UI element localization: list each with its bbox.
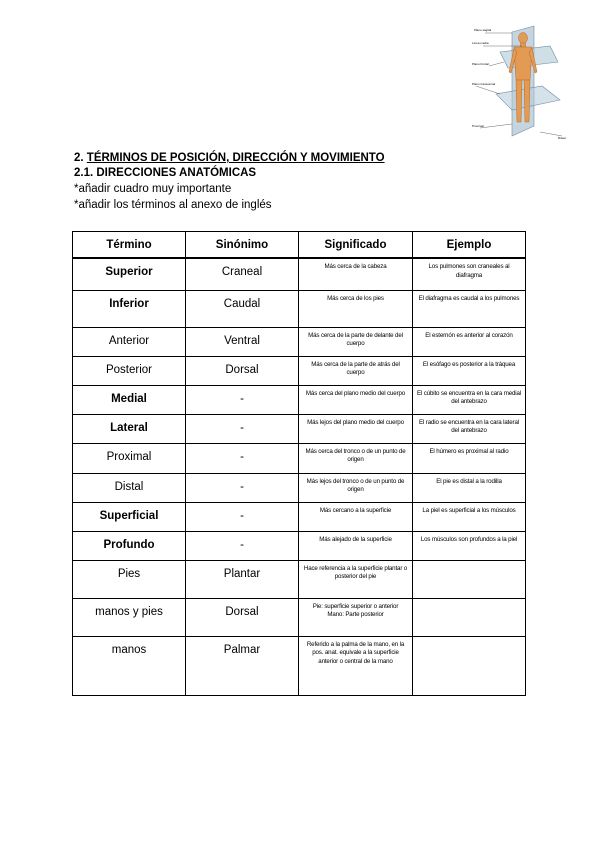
cell-example: El pie es distal a la rodilla bbox=[413, 473, 526, 502]
cell-example: El cúbito se encuentra en la cara medial del antebrazo bbox=[413, 385, 526, 414]
cell-meaning: Más cerca de la parte de delante del cuerpo bbox=[299, 327, 413, 356]
cell-example bbox=[413, 560, 526, 598]
table-row bbox=[73, 414, 526, 443]
column-header-term: Término bbox=[73, 232, 186, 259]
cell-term: Profundo bbox=[73, 531, 186, 560]
cell-meaning: Pie: superficie superior o anterior Mano: Parte posterior bbox=[299, 598, 413, 636]
table-row bbox=[73, 598, 526, 636]
cell-term: Medial bbox=[73, 385, 186, 414]
cell-term: Anterior bbox=[73, 327, 186, 356]
cell-synonym: - bbox=[186, 473, 299, 502]
table-row bbox=[73, 473, 526, 502]
cell-term: Proximal bbox=[73, 443, 186, 473]
table-row bbox=[73, 258, 526, 290]
cell-meaning: Más cerca de la cabeza bbox=[299, 258, 413, 290]
section-title bbox=[74, 151, 534, 166]
cell-term: Superficial bbox=[73, 502, 186, 531]
section-number: 2. bbox=[74, 152, 84, 164]
cell-example: El diafragma es caudal a los pulmones bbox=[413, 290, 526, 327]
note-line: *añadir cuadro muy importante bbox=[74, 183, 232, 195]
figure-label-distal: Distal bbox=[558, 136, 566, 140]
cell-example bbox=[413, 598, 526, 636]
cell-meaning: Más cerca del plano medio del cuerpo bbox=[299, 385, 413, 414]
cell-synonym: - bbox=[186, 385, 299, 414]
cell-meaning: Más alejado de la superficie bbox=[299, 531, 413, 560]
anatomical-directions-table bbox=[72, 231, 526, 696]
cell-synonym: Dorsal bbox=[186, 356, 299, 385]
cell-synonym: - bbox=[186, 531, 299, 560]
cell-example: Los músculos son profundos a la piel bbox=[413, 531, 526, 560]
cell-synonym: Ventral bbox=[186, 327, 299, 356]
section-heading bbox=[74, 151, 534, 213]
cell-meaning: Más cerca de la parte de atrás del cuerpo bbox=[299, 356, 413, 385]
cell-meaning: Más cerca del tronco o de un punto de origen bbox=[299, 443, 413, 473]
cell-meaning: Más lejos del tronco o de un punto de origen bbox=[299, 473, 413, 502]
cell-term: Posterior bbox=[73, 356, 186, 385]
table-row bbox=[73, 443, 526, 473]
cell-term: Pies bbox=[73, 560, 186, 598]
cell-meaning: Hace referencia a la superficie plantar o posterior del pie bbox=[299, 560, 413, 598]
cell-meaning: Referido a la palma de la mano, en la pos. anat. equivale a la superficie anterior o central de la mano bbox=[299, 636, 413, 695]
figure-label-proximal: Proximal bbox=[472, 124, 484, 128]
anatomical-planes-figure bbox=[472, 24, 572, 142]
cell-example: El radio se encuentra en la cara lateral del antebrazo bbox=[413, 414, 526, 443]
table-row bbox=[73, 290, 526, 327]
cell-example: Los pulmones son craneales al diafragma bbox=[413, 258, 526, 290]
cell-term: Lateral bbox=[73, 414, 186, 443]
table-row bbox=[73, 531, 526, 560]
figure-label-midline: Línea media bbox=[472, 41, 489, 45]
figure-label-frontal: Plano frontal bbox=[472, 62, 489, 66]
table-row bbox=[73, 502, 526, 531]
cell-synonym: Plantar bbox=[186, 560, 299, 598]
cell-term: Inferior bbox=[73, 290, 186, 327]
column-header-synonym: Sinónimo bbox=[186, 232, 299, 259]
column-header-example: Ejemplo bbox=[413, 232, 526, 259]
cell-term: Superior bbox=[73, 258, 186, 290]
cell-synonym: Palmar bbox=[186, 636, 299, 695]
cell-term: manos y pies bbox=[73, 598, 186, 636]
cell-example bbox=[413, 636, 526, 695]
cell-synonym: - bbox=[186, 414, 299, 443]
figure-label-transverse: Plano transversal bbox=[472, 82, 496, 86]
table-row bbox=[73, 636, 526, 695]
table-header-row bbox=[73, 232, 526, 259]
cell-synonym: Dorsal bbox=[186, 598, 299, 636]
cell-term: Distal bbox=[73, 473, 186, 502]
cell-synonym: - bbox=[186, 443, 299, 473]
figure-label-sagittal: Plano sagital bbox=[474, 28, 492, 32]
cell-meaning: Más cerca de los pies bbox=[299, 290, 413, 327]
cell-example: El esternón es anterior al corazón bbox=[413, 327, 526, 356]
section-title-text: TÉRMINOS DE POSICIÓN, DIRECCIÓN Y MOVIMIENTO bbox=[86, 152, 385, 164]
table-row bbox=[73, 560, 526, 598]
cell-example: El húmero es proximal al radio bbox=[413, 443, 526, 473]
table-row bbox=[73, 356, 526, 385]
cell-synonym: - bbox=[186, 502, 299, 531]
cell-synonym: Caudal bbox=[186, 290, 299, 327]
cell-term: manos bbox=[73, 636, 186, 695]
subsection-title: 2.1. DIRECCIONES ANATÓMICAS bbox=[74, 167, 257, 179]
note-line: *añadir los términos al anexo de inglés bbox=[74, 199, 272, 211]
cell-synonym: Craneal bbox=[186, 258, 299, 290]
table-row bbox=[73, 327, 526, 356]
table-row bbox=[73, 385, 526, 414]
cell-meaning: Más cercano a la superficie bbox=[299, 502, 413, 531]
cell-example: La piel es superficial a los músculos bbox=[413, 502, 526, 531]
column-header-meaning: Significado bbox=[299, 232, 413, 259]
cell-example: El esófago es posterior a la tráquea bbox=[413, 356, 526, 385]
cell-meaning: Más lejos del plano medio del cuerpo bbox=[299, 414, 413, 443]
